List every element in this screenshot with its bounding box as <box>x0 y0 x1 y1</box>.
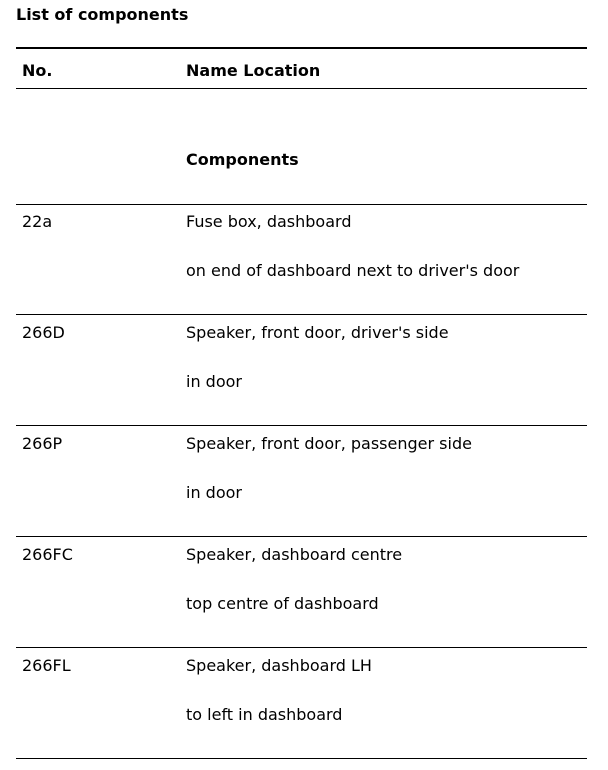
table-top-rule <box>16 47 587 49</box>
row-divider <box>16 204 587 205</box>
header-bottom-rule <box>16 88 587 89</box>
row-location: in door <box>186 483 242 502</box>
row-number: 22a <box>22 212 53 231</box>
column-header-name-location: Name Location <box>186 61 321 80</box>
row-name: Speaker, front door, passenger side <box>186 434 472 453</box>
section-title: Components <box>186 150 299 169</box>
page-title: List of components <box>16 5 189 24</box>
row-name: Speaker, front door, driver's side <box>186 323 449 342</box>
row-name: Speaker, dashboard LH <box>186 656 372 675</box>
row-location: top centre of dashboard <box>186 594 379 613</box>
row-divider <box>16 536 587 537</box>
row-name: Fuse box, dashboard <box>186 212 352 231</box>
row-name: Speaker, dashboard centre <box>186 545 403 564</box>
row-number: 266D <box>22 323 65 342</box>
row-number: 266FL <box>22 656 71 675</box>
row-divider <box>16 647 587 648</box>
row-divider <box>16 425 587 426</box>
row-location: in door <box>186 372 242 391</box>
row-number: 266P <box>22 434 63 453</box>
row-location: on end of dashboard next to driver's door <box>186 261 520 280</box>
column-header-no: No. <box>22 61 53 80</box>
row-number: 266FC <box>22 545 73 564</box>
table-bottom-rule <box>16 758 587 759</box>
row-divider <box>16 314 587 315</box>
row-location: to left in dashboard <box>186 705 343 724</box>
